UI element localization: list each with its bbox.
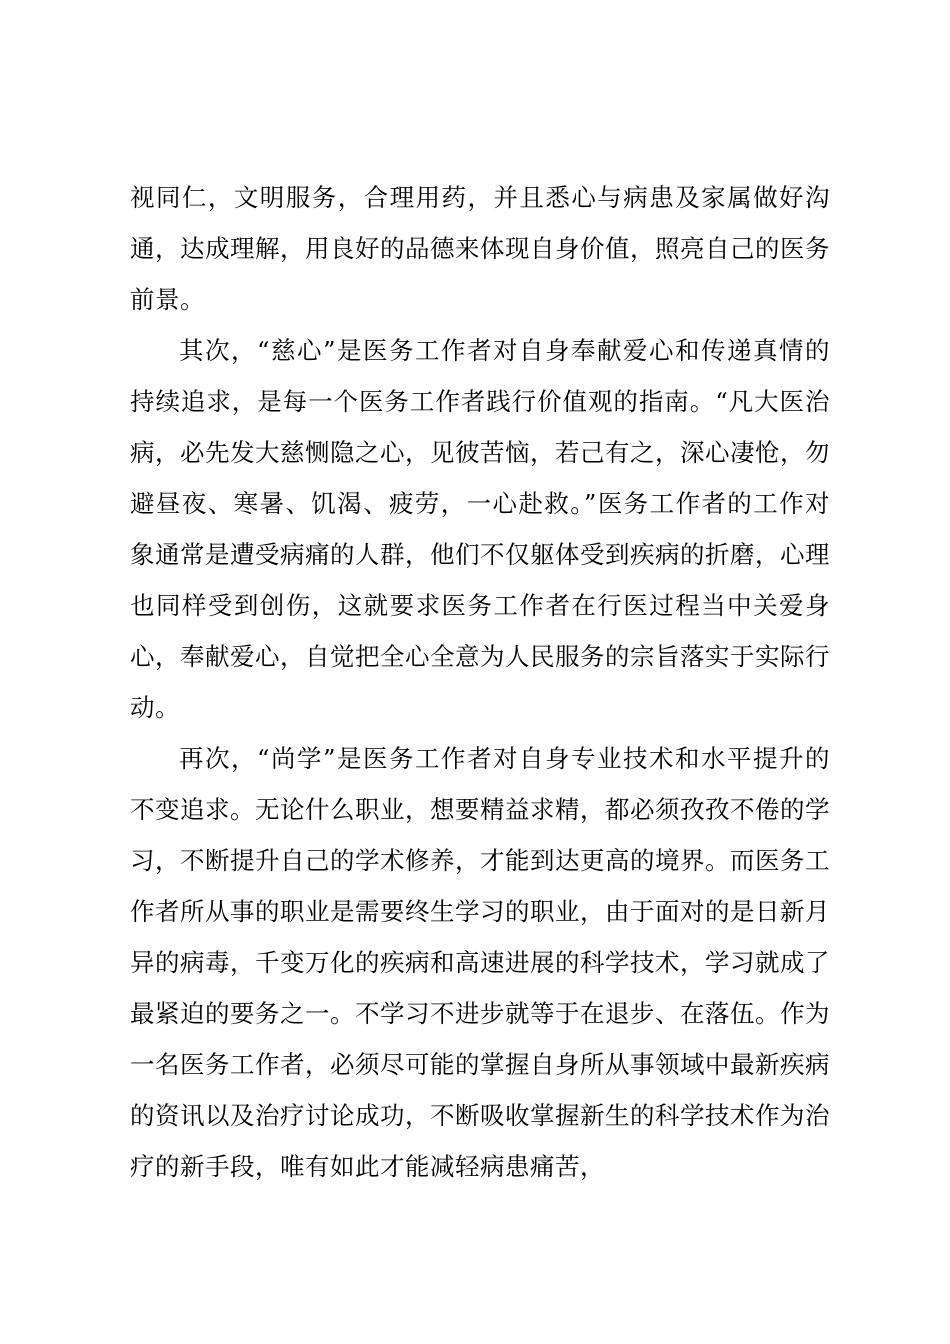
paragraph-continued: 视同仁，文明服务，合理用药，并且悉心与病患及家属做好沟通，达成理解，用良好的品德来体现自身价值，照亮自己的医务前景。	[130, 183, 830, 314]
paragraph-compassion: 其次，“慈心”是医务工作者对自身奉献爱心和传递真情的持续追求，是每一个医务工作者践行价值观的指南。“凡大医治病，必先发大慈恻隐之心，见彼苦恼，若己有之，深心凄怆，勿避昼夜、寒暑、饥渴、疲劳，一心赴救。”医务工作者的工作对象通常是遭受病痛的人群，他们不仅躯体受到疾病的折磨，心理也同样受到创伤，这就要求医务工作者在行医过程当中关爱身心，奉献爱心，自觉把全心全意为人民服务的宗旨落实于实际行动。	[130, 336, 830, 722]
document-body	[130, 172, 830, 1192]
paragraph-learning: 再次，“尚学”是医务工作者对自身专业技术和水平提升的不变追求。无论什么职业，想要精益求精，都必须孜孜不倦的学习，不断提升自己的学术修养，才能到达更高的境界。而医务工作者所从事的职业是需要终生学习的职业，由于面对的是日新月异的病毒，千变万化的疾病和高速进展的科学技术，学习就成了最紧迫的要务之一。不学习不进步就等于在退步、在落伍。作为一名医务工作者，必须尽可能的掌握自身所从事领域中最新疾病的资讯以及治疗讨论成功，不断吸收掌握新生的科学技术作为治疗的新手段，唯有如此才能减轻病患痛苦，	[130, 744, 830, 1181]
